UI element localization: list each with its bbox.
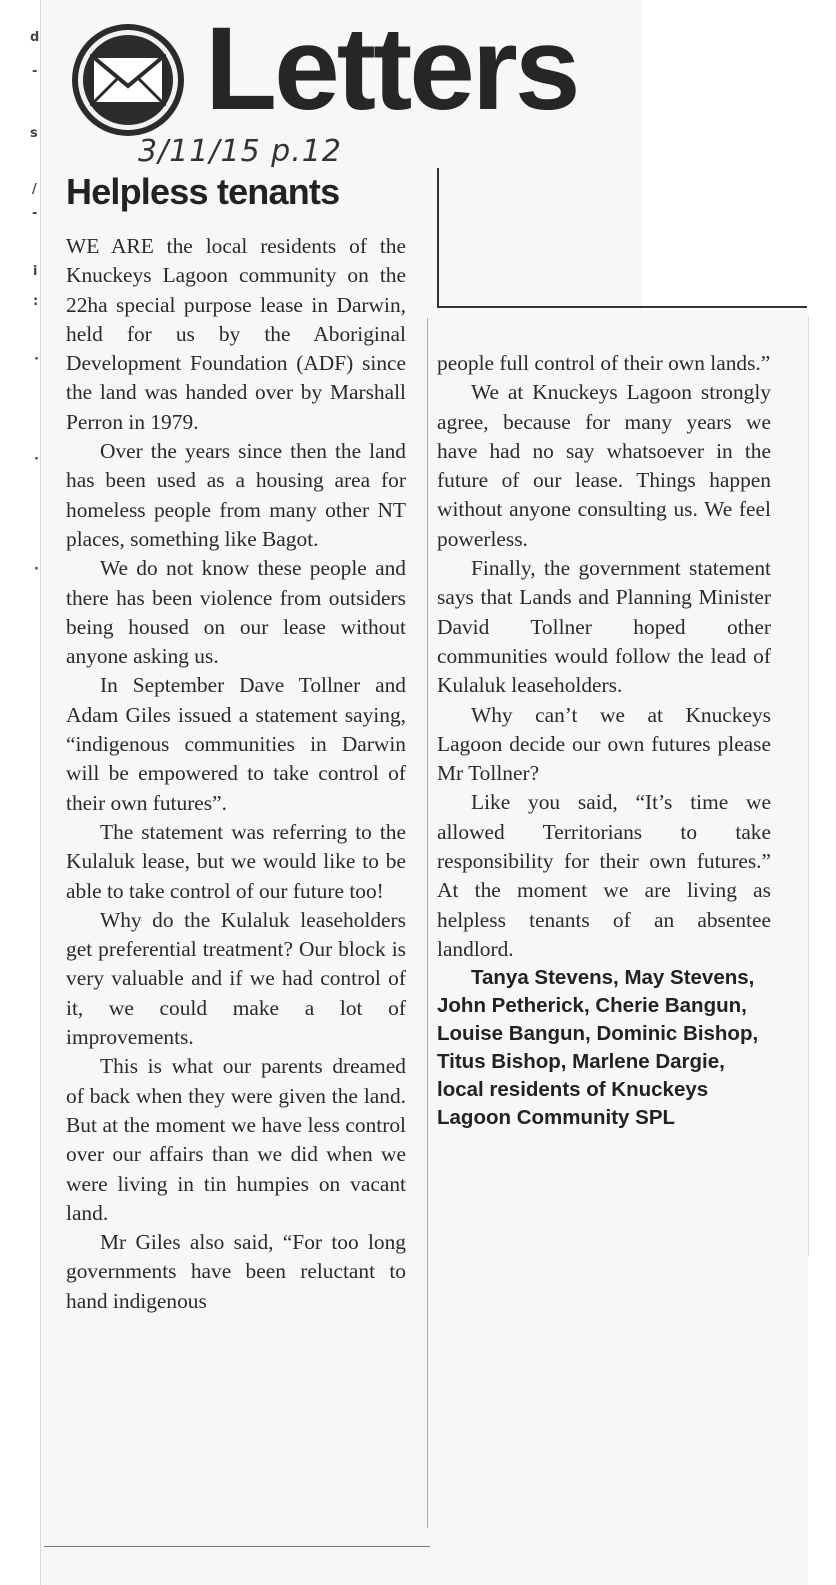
margin-mark: · [34, 452, 39, 467]
bottom-rule [44, 1546, 430, 1547]
margin-mark: / [32, 182, 37, 197]
column-rule-corner [437, 306, 807, 308]
letter-column-1 [66, 232, 406, 1316]
letter-column-2 [437, 349, 771, 1132]
letter-signature: Tanya Stevens, May Stevens, John Petherick, Cherie Bangun, Louise Bangun, Dominic Bishop, Titus Bishop, Marlene Dargie, local residents of Knuckeys Lagoon Community SPL [437, 966, 759, 1130]
envelope-icon [70, 22, 186, 138]
paragraph: WE ARE the local residents of the Knuckeys Lagoon community on the 22ha special purpose lease in Darwin, held for us by the Aboriginal Development Foundation (ADF) since the land was handed over by Marshall Perron in 1979. [66, 234, 406, 434]
paragraph: Why do the Kulaluk leaseholders get preferential treatment? Our block is very valuable and if we had control of it, we could make a lot of improvements. [66, 907, 406, 1050]
margin-mark: - [32, 206, 38, 221]
margin-mark: s [30, 126, 38, 141]
paragraph: Why can’t we at Knuckeys Lagoon decide our own futures please Mr Tollner? [437, 702, 771, 786]
paragraph: We at Knuckeys Lagoon strongly agree, because for many years we have had no say whatsoever in the future of our lease. Things happen without anyone consulting us. We feel powerless. [437, 380, 771, 551]
paragraph: Like you said, “It’s time we allowed Territorians to take responsibility for their own futures.” At the moment we are living as helpless tenants of an absentee landlord. [437, 790, 771, 961]
letters-masthead [70, 3, 650, 140]
margin-mark: d [30, 30, 40, 45]
paragraph: The statement was referring to the Kulaluk lease, but we would like to be able to take control of our future too! [66, 819, 406, 903]
paragraph: We do not know these people and there has been violence from outsiders being housed on our lease without anyone asking us. [66, 556, 406, 669]
paragraph: Over the years since then the land has been used as a housing area for homeless people from many other NT places, something like Bagot. [66, 439, 406, 551]
margin-mark: · [34, 352, 39, 367]
column-rule-top [437, 168, 439, 308]
letter-headline: Helpless tenants [66, 171, 340, 212]
masthead-title: Letters [205, 3, 578, 135]
paragraph: This is what our parents dreamed of back when they were given the land. But at the moment we have less control over our affairs than we did when we were living in tin humpies on vacant land. [66, 1054, 406, 1225]
paragraph: Finally, the government statement says that Lands and Planning Minister David Tollner hoped other communities would follow the lead of Kulaluk leaseholders. [437, 556, 771, 698]
paragraph: In September Dave Tollner and Adam Giles issued a statement saying, “indigenous communities in Darwin will be empowered to take control of their own futures”. [66, 673, 406, 815]
paragraph: people full control of their own lands.” [437, 351, 771, 375]
margin-mark: · [34, 562, 39, 577]
margin-mark: - [32, 64, 38, 79]
column-divider [427, 318, 428, 1528]
scan-edge-left [40, 0, 41, 1585]
paragraph: Mr Giles also said, “For too long governments have been reluctant to hand indigenous [66, 1230, 406, 1313]
scan-edge-right [808, 316, 809, 1256]
margin-mark: : [33, 294, 39, 309]
margin-mark: i [33, 264, 38, 279]
handwritten-date-annotation: 3/11/15 p.12 [138, 134, 342, 169]
